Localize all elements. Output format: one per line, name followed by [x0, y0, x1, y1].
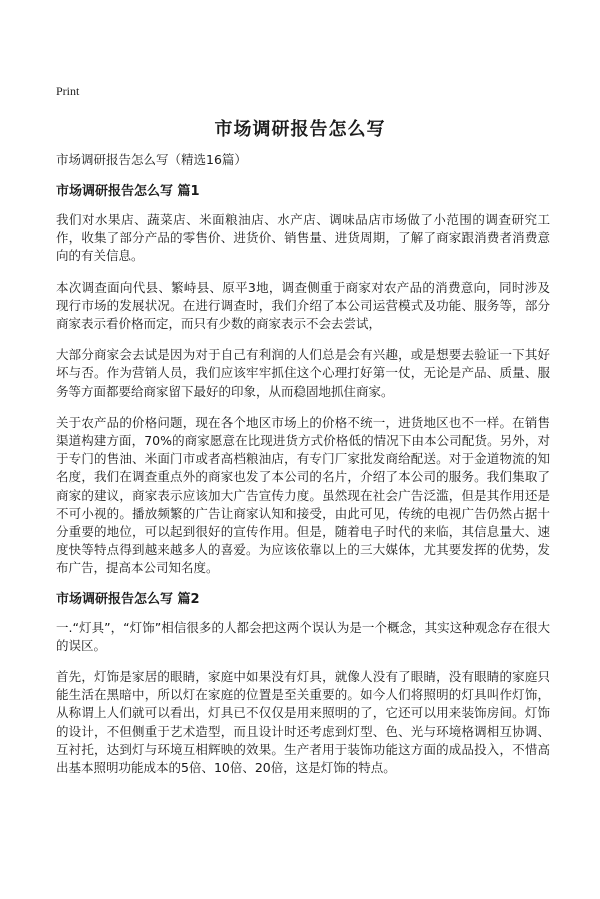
section-heading: 市场调研报告怎么写 篇1 — [56, 184, 200, 199]
page-title: 市场调研报告怎么写 — [214, 119, 386, 140]
section-2 — [56, 591, 550, 778]
paragraph: 我们对水果店、蔬菜店、米面粮油店、水产店、调味品店市场做了小范围的调查研究工作，收集了部分产品的零售价、进货价、销售量、进货周期，了解了商家跟消费者消费意向的有关信息。 — [56, 212, 550, 264]
section-1 — [56, 183, 550, 578]
document-subtitle: 市场调研报告怎么写（精选16篇） — [56, 152, 247, 167]
paragraph: 大部分商家会去试是因为对于自己有利润的人们总是会有兴趣，或是想要去验证一下其好坏与否。作为营销人员，我们应该牢牢抓住这个心理打好第一仗，无论是产品、质量、服务等方面都要给商家留下最好的印象，从而稳固地抓住商家。 — [56, 347, 550, 399]
document-body — [56, 151, 550, 790]
paragraph: 本次调查面向代县、繁峙县、原平3地，调查侧重于商家对农产品的消费意向，同时涉及现行市场的发展状况。在进行调查时，我们介绍了本公司运营模式及功能、服务等，部分商家表示看价格而定，而只有少数的商家表示不会去尝试， — [56, 279, 550, 332]
section-heading: 市场调研报告怎么写 篇2 — [56, 591, 200, 607]
print-link[interactable]: Print — [56, 84, 80, 98]
paragraph: 一.“灯具”，“灯饰”相信很多的人都会把这两个误认为是一个概念，其实这种观念存在很大的误区。 — [56, 619, 550, 653]
paragraph: 首先，灯饰是家居的眼睛，家庭中如果没有灯具，就像人没有了眼睛，没有眼睛的家庭只能生活在黑暗中，所以灯在家庭的位置是至关重要的。如今人们将照明的灯具叫作灯饰，从称谓上人们就可以看出，灯具已不仅仅是用来照明的了，它还可以用来装饰房间。灯饰的设计，不但侧重于艺术造型，而且设计时还考虑到灯型、色、光与环境格调相互协调、互衬托，达到灯与环境互相辉映的效果。生产者用于装饰功能这方面的成品投入，不惜高出基本照明功能成本的5倍、10倍、20倍，这是灯饰的特点。 — [56, 669, 550, 776]
paragraph: 关于农产品的价格问题，现在各个地区市场上的价格不统一，进货地区也不一样。在销售渠道构建方面，70%的商家愿意在比现进货方式价格低的情况下由本公司配货。另外，对于专门的售油、米面门市或者高档粮油店，有专门厂家批发商给配送。对于金道物流的知名度，我们在调查重点外的商家也发了本公司的名片，介绍了本公司的服务。我们集取了商家的建议，商家表示应该加大广告宣传力度。虽然现在社会广告泛滥，但是其作用还是不可小视的。播放频繁的广告让商家认知和接受，由此可见，传统的电视广告仍然占据十分重要的地位，可以起到很好的宣传作用。但是，随着电子时代的来临，其信息量大、速度快等特点得到越来越多人的喜爱。为应该依靠以上的三大媒体，尤其要发挥的优势，发布广告，提高本公司知名度。 — [56, 414, 550, 576]
